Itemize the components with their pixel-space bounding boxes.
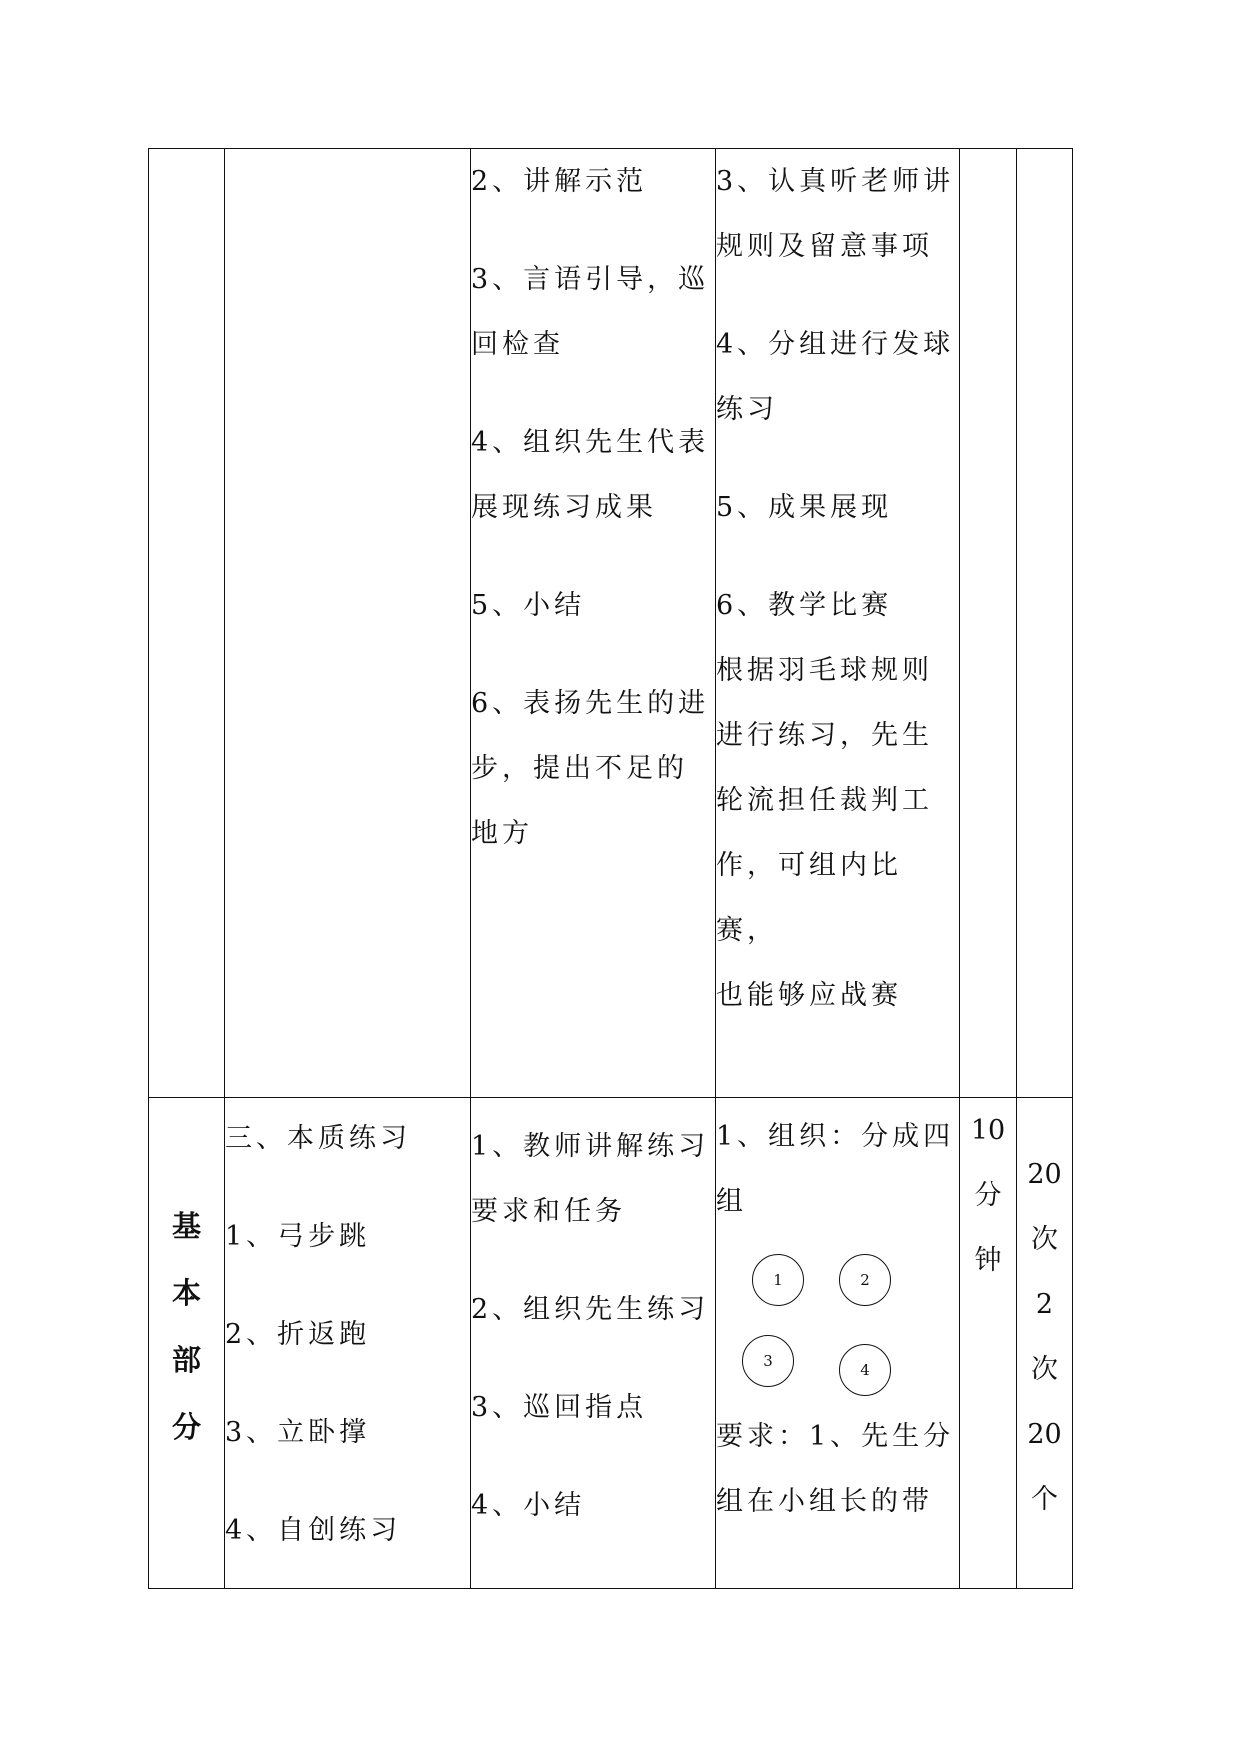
list-item-cont: 轮流担任裁判工 — [716, 785, 933, 816]
count-value: 20 — [1027, 1159, 1062, 1190]
time-cell — [960, 1098, 1017, 1589]
list-item-cont: 练习 — [716, 394, 778, 425]
section-label-cell — [149, 1098, 225, 1589]
list-item: 6、表扬先生的进 — [471, 688, 710, 719]
count-value: 20 — [1027, 1419, 1062, 1450]
org-line: 1、组织：分成四 — [716, 1121, 955, 1152]
teacher-activity-cell-2 — [471, 1098, 716, 1589]
time-value: 10 — [970, 1115, 1006, 1146]
count-value: 2 — [1035, 1289, 1054, 1320]
requirement-line: 要求：1、先生分 — [716, 1421, 955, 1452]
list-item: 3、立卧撑 — [225, 1417, 371, 1448]
count-cell-empty — [1017, 149, 1073, 1098]
teacher-list — [471, 149, 715, 866]
lesson-plan-table — [148, 148, 1073, 1589]
count-unit: 次 — [1031, 1354, 1058, 1385]
list-item-cont: 作，可组内比赛， — [716, 850, 902, 946]
list-item: 4、分组进行发球 — [716, 329, 955, 360]
section-label: 基 本 部 分 — [171, 1209, 201, 1444]
requirement-line-cont: 组在小组长的带 — [716, 1486, 933, 1517]
list-item-cont: 回检查 — [471, 329, 564, 360]
list-item: 1、弓步跳 — [225, 1221, 371, 1252]
list-item: 2、讲解示范 — [471, 166, 648, 197]
content-cell-empty — [225, 149, 471, 1098]
table-row-basic-part — [149, 1098, 1073, 1589]
list-item-cont: 展现练习成果 — [471, 492, 657, 523]
table-row-continuation — [149, 149, 1073, 1098]
content-title: 三、本质练习 — [225, 1123, 411, 1154]
list-item-cont: 进行练习，先生 — [716, 720, 933, 751]
list-item: 3、巡回指点 — [471, 1392, 648, 1423]
group-diagram — [716, 1234, 959, 1404]
list-item-cont: 也能够应战赛 — [716, 980, 902, 1011]
list-item: 3、言语引导，巡 — [471, 264, 710, 295]
count-unit: 次 — [1031, 1224, 1058, 1255]
list-item: 6、教学比赛 — [716, 590, 893, 621]
list-item: 5、成果展现 — [716, 492, 893, 523]
list-item-cont: 步，提出不足的 — [471, 753, 688, 784]
teacher-activity-cell — [471, 149, 716, 1098]
student-activity-cell-2 — [716, 1098, 960, 1589]
list-item: 2、折返跑 — [225, 1319, 371, 1350]
count-unit: 个 — [1031, 1484, 1058, 1515]
group-circle-2: 2 — [839, 1254, 891, 1306]
list-item: 4、小结 — [471, 1490, 586, 1521]
content-cell — [225, 1098, 471, 1589]
list-item: 4、自创练习 — [225, 1515, 402, 1546]
time-unit-char: 钟 — [974, 1245, 1002, 1276]
list-item-cont: 规则及留意事项 — [716, 231, 933, 262]
list-item: 3、认真听老师讲 — [716, 166, 955, 197]
group-circle-4: 4 — [839, 1344, 891, 1396]
list-item-cont: 要求和任务 — [471, 1196, 626, 1227]
student-activity-cell — [716, 149, 960, 1098]
list-item-cont: 根据羽毛球规则 — [716, 655, 933, 686]
group-circle-3: 3 — [742, 1335, 794, 1387]
section-cell-empty — [149, 149, 225, 1098]
list-item: 4、组织先生代表 — [471, 427, 710, 458]
list-item-cont: 地方 — [471, 818, 533, 849]
time-cell-empty — [960, 149, 1017, 1098]
count-cell — [1017, 1098, 1073, 1589]
time-unit-char: 分 — [974, 1180, 1002, 1211]
org-line-cont: 组 — [716, 1186, 747, 1217]
list-item: 2、组织先生练习 — [471, 1294, 710, 1325]
group-circle-1: 1 — [752, 1254, 804, 1306]
list-item: 1、教师讲解练习 — [471, 1131, 710, 1162]
list-item: 5、小结 — [471, 590, 586, 621]
